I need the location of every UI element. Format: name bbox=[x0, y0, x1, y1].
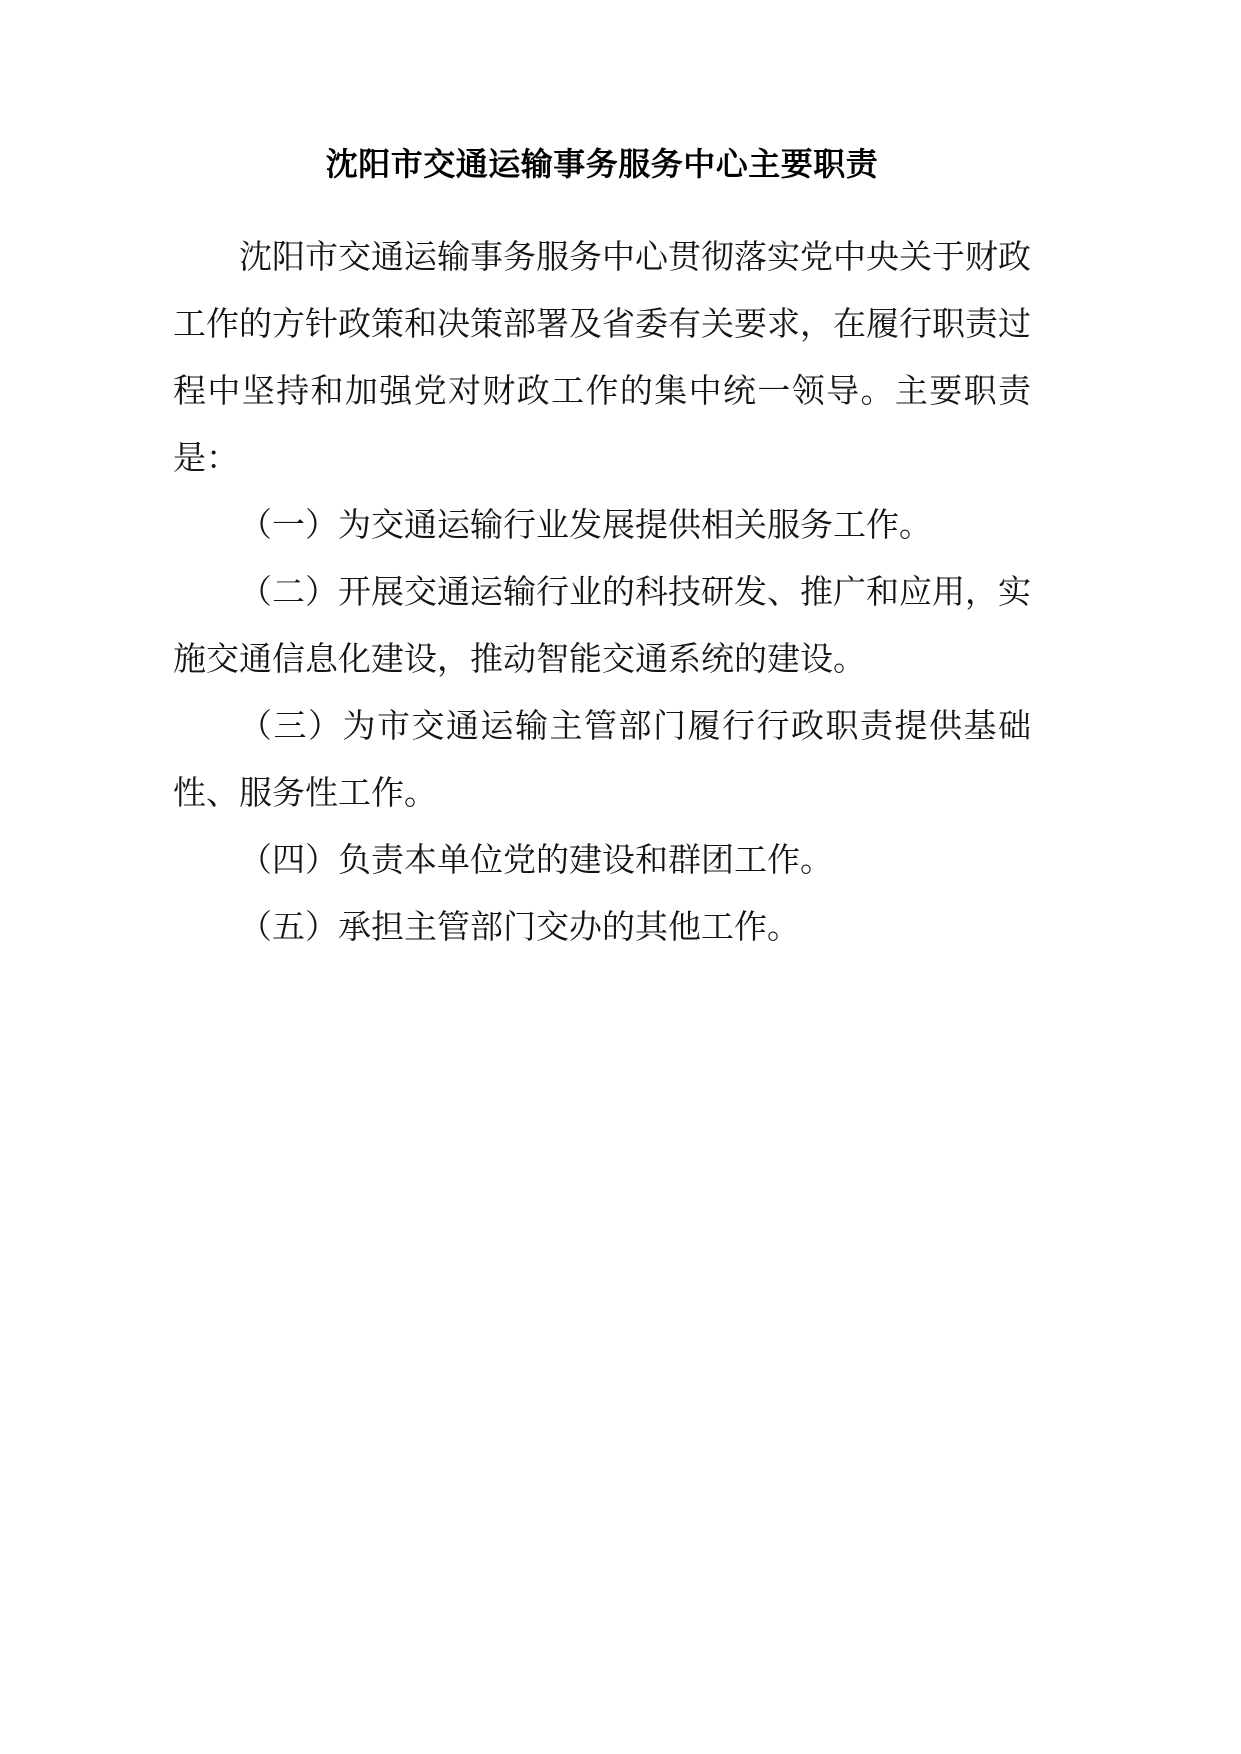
document-title: 沈阳市交通运输事务服务中心主要职责 bbox=[325, 146, 879, 182]
paragraph: 沈阳市交通运输事务服务中心贯彻落实党中央关于财政工作的方针政策和决策部署及省委有关要求，在履行职责过程中坚持和加强党对财政工作的集中统一领导。主要职责是： bbox=[173, 240, 1031, 477]
paragraph: （一）为交通运输行业发展提供相关服务工作。 bbox=[239, 508, 932, 544]
paragraph: （四）负责本单位党的建设和群团工作。 bbox=[239, 843, 833, 879]
document-content bbox=[173, 140, 1031, 962]
paragraph: （二）开展交通运输行业的科技研发、推广和应用，实施交通信息化建设，推动智能交通系统的建设。 bbox=[173, 575, 1031, 678]
paragraph-list bbox=[173, 225, 1031, 962]
paragraph: （五）承担主管部门交办的其他工作。 bbox=[239, 910, 800, 946]
paragraph: （三）为市交通运输主管部门履行行政职责提供基础性、服务性工作。 bbox=[173, 709, 1031, 812]
